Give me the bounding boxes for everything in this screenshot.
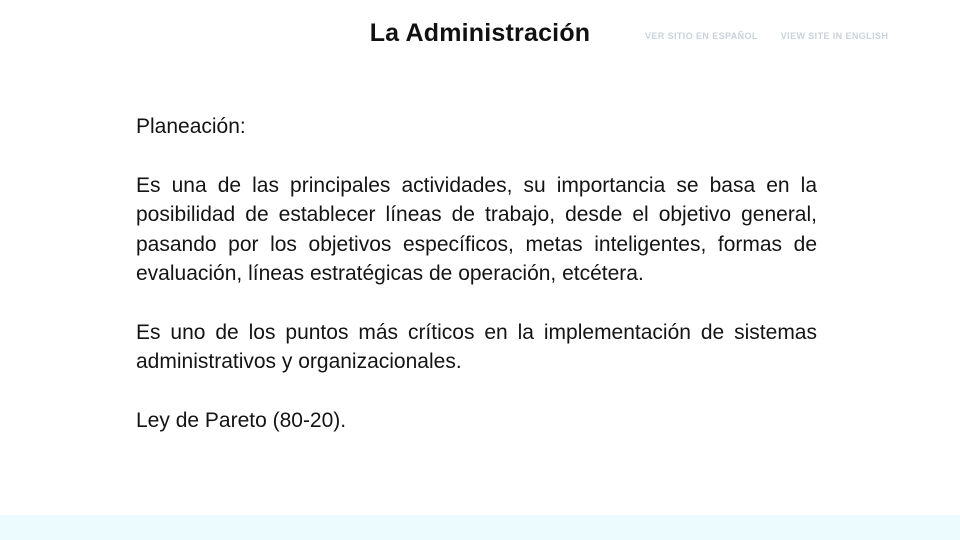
paragraph-planning-definition: Es una de las principales actividades, su importancia se basa en la posibilidad de establecer líneas de trabajo, desde el objetivo general, pasando por los objetivos específicos, metas inteligentes, formas de evaluación, líneas estratégicas de operación, etcétera. — [136, 173, 817, 285]
ghost-link-english: VIEW SITE IN ENGLISH — [780, 31, 889, 41]
paragraph-critical-points: Es uno de los puntos más críticos en la implementación de sistemas administrativos y organizacionales. — [136, 320, 817, 373]
section-heading: Planeación: — [136, 115, 246, 138]
paragraph-pareto-law: Ley de Pareto (80-20). — [136, 408, 347, 432]
ghost-link-spanish: VER SITIO EN ESPAÑOL — [645, 31, 758, 41]
slide-title: La Administración — [369, 19, 591, 47]
ghost-language-links — [645, 31, 908, 41]
bottom-band — [0, 515, 960, 540]
slide-body — [136, 112, 817, 435]
